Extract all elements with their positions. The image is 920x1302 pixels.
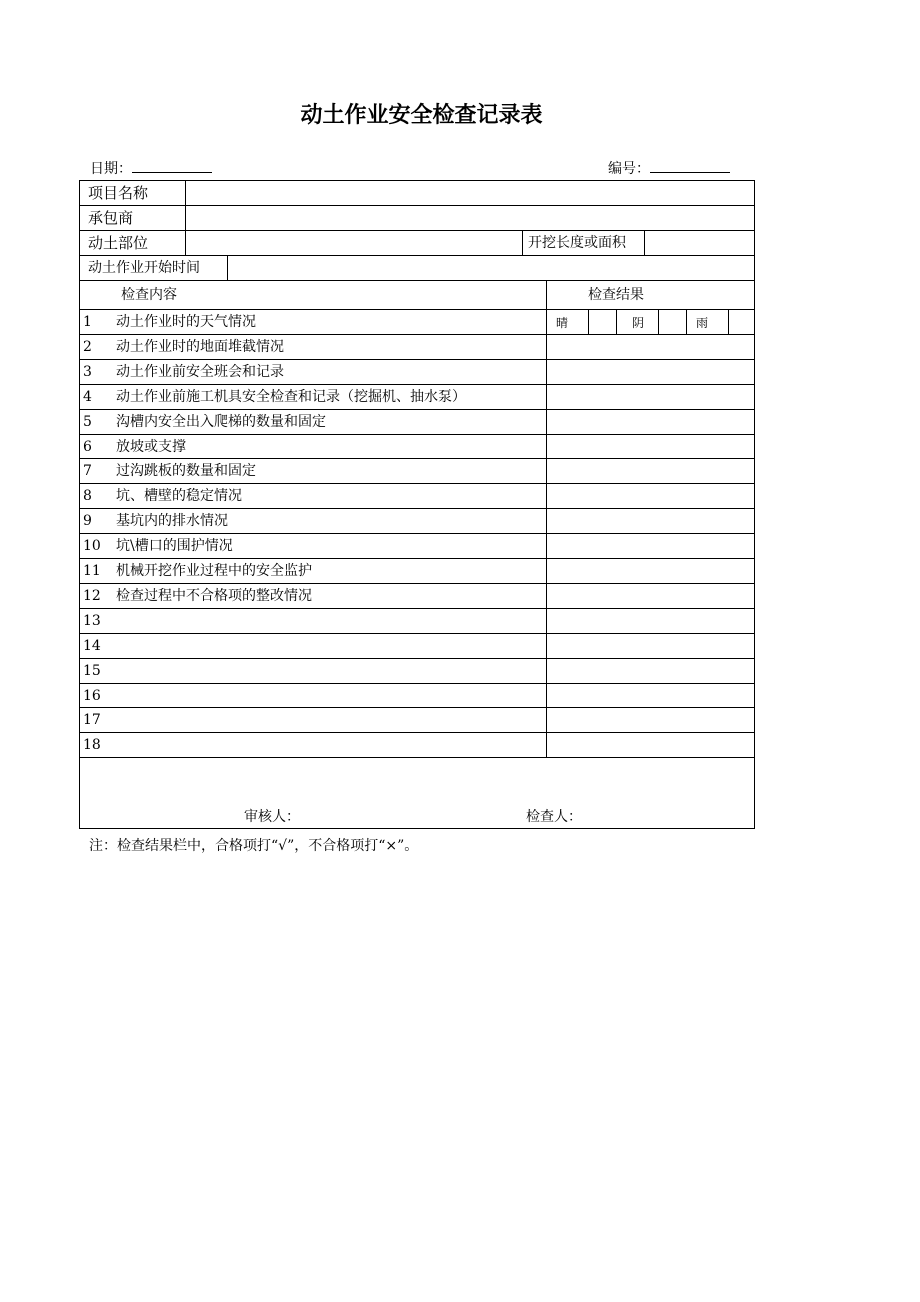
row-divider (80, 683, 754, 684)
footnote: 注：检查结果栏中，合格项打“√”，不合格项打“×”。 (89, 838, 419, 854)
item-text: 沟槽内安全出入爬梯的数量和固定 (116, 413, 326, 430)
row-divider (80, 583, 754, 584)
item-text: 动土作业时的天气情况 (116, 314, 256, 330)
weather-cloudy-label: 阴 (632, 316, 645, 330)
item-number: 2 (83, 338, 92, 355)
row-divider (80, 409, 754, 410)
row-divider (80, 334, 754, 335)
weather-sunny-label: 晴 (556, 316, 569, 330)
row-divider (80, 658, 754, 659)
item-number: 5 (83, 413, 92, 430)
row-divider (80, 732, 754, 733)
item-text: 过沟跳板的数量和固定 (116, 463, 256, 480)
item-number: 15 (83, 662, 101, 679)
item-number: 9 (83, 513, 92, 530)
contractor-label: 承包商 (88, 209, 134, 227)
number-label: 编号： (608, 161, 650, 177)
row-divider (80, 533, 754, 534)
item-number: 3 (83, 363, 92, 380)
date-field (90, 158, 212, 178)
item-text: 放坡或支撑 (116, 438, 186, 455)
item-number: 4 (83, 388, 92, 405)
row-divider (80, 359, 754, 360)
form-title: 动土作业安全检查记录表 (300, 103, 543, 128)
reviewer-label: 审核人： (244, 809, 300, 825)
item-number: 13 (83, 612, 101, 629)
item-text: 动土作业时的地面堆截情况 (116, 338, 284, 355)
item-number: 12 (83, 587, 101, 604)
item-text: 动土作业前施工机具安全检查和记录（挖掘机、抽水泵） (116, 388, 466, 405)
item-number: 8 (83, 488, 92, 505)
inspection-table (79, 180, 755, 829)
item-number: 11 (83, 563, 101, 579)
length-area-label: 开挖长度或面积 (528, 235, 626, 251)
row-divider (80, 707, 754, 708)
row-divider (80, 458, 754, 459)
result-header: 检查结果 (588, 287, 644, 303)
item-number: 1 (83, 314, 92, 330)
location-label: 动土部位 (88, 234, 149, 252)
item-text: 基坑内的排水情况 (116, 513, 228, 530)
item-number: 10 (83, 538, 101, 555)
row-divider (80, 558, 754, 559)
date-blank[interactable] (132, 158, 212, 173)
item-number: 17 (83, 712, 101, 729)
start-time-label: 动土作业开始时间 (88, 260, 200, 276)
item-text: 坑\槽口的围护情况 (116, 538, 233, 555)
content-header: 检查内容 (121, 287, 177, 303)
item-number: 18 (83, 737, 101, 754)
row-divider (80, 608, 754, 609)
item-number: 14 (83, 637, 101, 654)
item-number: 16 (83, 687, 101, 704)
number-blank[interactable] (650, 158, 730, 173)
weather-rain-label: 雨 (696, 316, 709, 330)
row-divider (80, 434, 754, 435)
row-divider (80, 508, 754, 509)
number-field (608, 158, 730, 178)
item-number: 6 (83, 438, 92, 455)
item-text: 检查过程中不合格项的整改情况 (116, 587, 312, 604)
project-name-label: 项目名称 (88, 184, 149, 202)
row-divider (80, 633, 754, 634)
row-divider (80, 384, 754, 385)
inspector-label: 检查人： (526, 809, 582, 825)
date-label: 日期： (90, 161, 132, 177)
row-divider (80, 483, 754, 484)
item-number: 7 (83, 463, 92, 480)
item-text: 动土作业前安全班会和记录 (116, 363, 284, 380)
item-text: 坑、槽壁的稳定情况 (116, 488, 242, 505)
item-text: 机械开挖作业过程中的安全监护 (116, 563, 312, 579)
